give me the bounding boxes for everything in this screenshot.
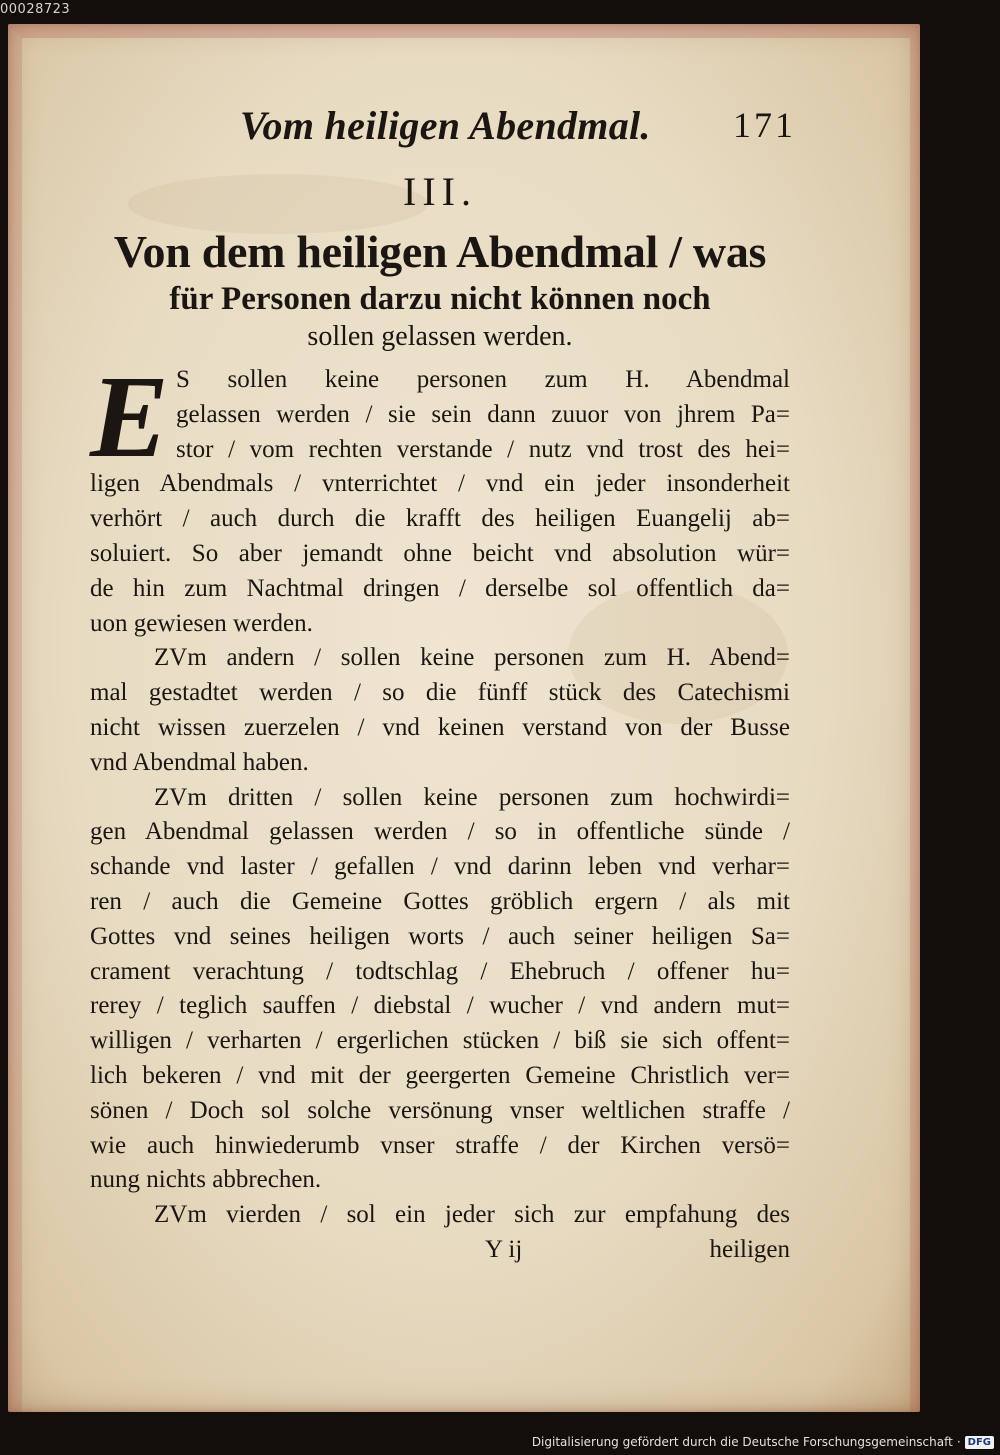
text-line: gelassen werden / sie sein dann zuuor von jhrem Pa= — [176, 400, 790, 428]
chapter-title-line-1: Von dem heiligen Abendmal / was — [113, 226, 767, 277]
chapter-title-line-3: sollen gelassen werden. — [307, 321, 573, 352]
text-block — [90, 90, 796, 1269]
text-line: verhört / auch durch die krafft des heiligen Euangelij ab= — [90, 505, 790, 533]
page-foot — [90, 1233, 790, 1269]
running-head — [90, 90, 796, 160]
signature-mark: Y ij — [485, 1235, 523, 1263]
text-line: Gottes vnd seines heiligen worts / auch seiner heiligen Sa= — [90, 922, 790, 950]
text-line: ZVm vierden / sol ein jeder sich zur empfahung des — [154, 1201, 790, 1229]
body-text — [90, 351, 790, 1269]
text-line: ren / auch die Gemeine Gottes gröblich ergern / als mit — [90, 887, 790, 915]
text-line: ligen Abendmals / vnterrichtet / vnd ein jeder insonderheit — [90, 470, 790, 498]
dfg-logo: DFG — [965, 1436, 994, 1449]
text-line: mal gestadtet werden / so die fünff stück des Catechismi — [90, 679, 790, 707]
text-line: stor / vom rechten verstande / nutz vnd trost des hei= — [176, 435, 790, 463]
text-line: uon gewiesen werden. — [90, 609, 313, 637]
chapter-title-line-2: für Personen darzu nicht können noch — [169, 281, 711, 317]
text-line: nicht wissen zuerzelen / vnd keinen verstand von der Busse — [90, 713, 790, 741]
text-line: rerey / teglich sauffen / diebstal / wucher / vnd andern mut= — [90, 992, 790, 1020]
decorated-initial: E — [90, 351, 169, 482]
text-line: crament verachtung / todtschlag / Ehebruch / offener hu= — [90, 957, 790, 985]
paragraph-4 — [90, 1198, 790, 1233]
chapter-number: III. — [403, 169, 477, 214]
running-title: Vom heiligen Abendmal. — [240, 103, 651, 148]
text-line: vnd Abendmal haben. — [90, 748, 309, 776]
text-line: lich bekeren / vnd mit der geergerten Gemeine Christlich ver= — [90, 1061, 790, 1089]
text-line: ZVm andern / sollen keine personen zum H. Abend= — [154, 644, 790, 672]
scan-image-id: 00028723 — [0, 2, 71, 17]
paragraph-2 — [90, 641, 790, 780]
page-number: 171 — [733, 105, 796, 145]
footer-credit: Digitalisierung gefördert durch die Deutsche Forschungsgemeinschaft — [531, 1435, 953, 1449]
book-page — [8, 24, 920, 1412]
text-line: wie auch hinwiederumb vnser straffe / der Kirchen versö= — [90, 1131, 790, 1159]
text-line: sönen / Doch sol solche versönung vnser weltlichen straffe / — [90, 1096, 790, 1124]
text-line: soluiert. So aber jemandt ohne beicht vnd absolution wür= — [90, 539, 790, 567]
paragraph-3 — [90, 781, 790, 1199]
catchword: heiligen — [709, 1235, 790, 1263]
text-line: S sollen keine personen zum H. Abendmal — [176, 366, 790, 393]
text-line: de hin zum Nachtmal dringen / derselbe sol offentlich da= — [90, 574, 790, 602]
paragraph-1 — [90, 351, 790, 641]
text-line: willigen / verharten / ergerlichen stücken / biß sie sich offent= — [90, 1027, 790, 1055]
text-line: schande vnd laster / gefallen / vnd darinn leben vnd verhar= — [90, 853, 790, 881]
text-line: ZVm dritten / sollen keine personen zum hochwirdi= — [154, 783, 790, 811]
text-line: nung nichts abbrechen. — [90, 1166, 322, 1194]
chapter-title — [90, 225, 790, 355]
digitization-footer: Digitalisierung gefördert durch die Deutsche Forschungsgemeinschaft · DFG — [532, 1435, 994, 1449]
text-line: gen Abendmal gelassen werden / so in offentliche sünde / — [90, 818, 790, 846]
